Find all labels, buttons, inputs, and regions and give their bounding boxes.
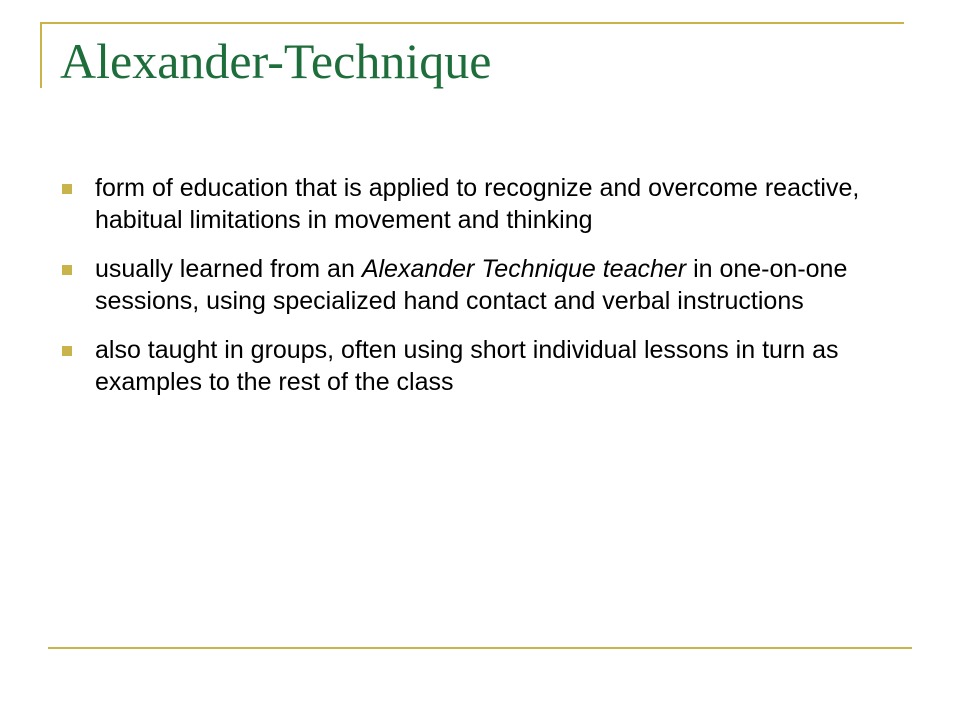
- top-rule: [40, 22, 904, 24]
- bullet-text: form of education that is applied to recognize and overcome reactive, habitual limitations in movement and thinking: [95, 174, 860, 234]
- left-rule: [40, 22, 42, 88]
- bullet-text-post: in one-on-one sessions, using specialized hand contact and verbal instructions: [95, 255, 848, 315]
- slide-title: Alexander-Technique: [60, 33, 492, 89]
- bullet-text-pre: usually learned from an: [95, 255, 362, 283]
- bottom-rule: [48, 647, 912, 649]
- bullet-list: [60, 172, 900, 415]
- square-bullet-icon: [62, 184, 72, 194]
- bullet-item: [60, 334, 900, 398]
- bullet-text: also taught in groups, often using short individual lessons in turn as examples to the rest of the class: [95, 336, 839, 396]
- bullet-item: [60, 253, 900, 317]
- square-bullet-icon: [62, 346, 72, 356]
- square-bullet-icon: [62, 265, 72, 275]
- bullet-item: [60, 172, 900, 236]
- bullet-text-emphasis: Alexander Technique teacher: [361, 255, 687, 283]
